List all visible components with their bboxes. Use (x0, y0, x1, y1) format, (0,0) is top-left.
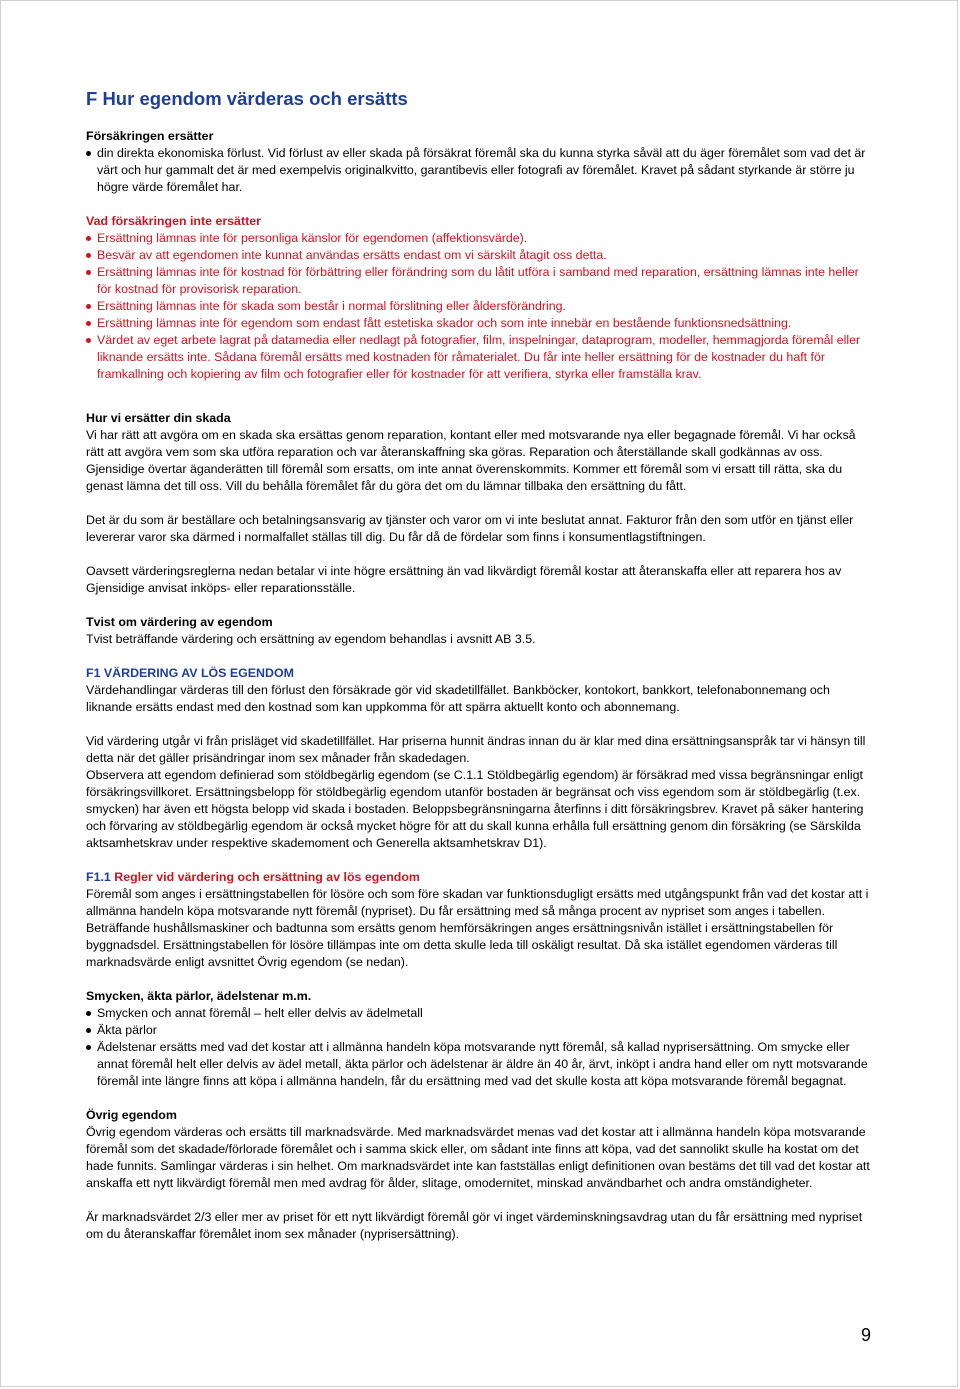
list-item: Äkta pärlor (86, 1022, 876, 1039)
heading-insurance-covers: Försäkringen ersätter (86, 129, 214, 143)
list-item: Besvär av att egendomen inte kunnat användas ersätts endast om vi särskilt åtagit oss detta. (86, 247, 876, 264)
list-item: Ersättning lämnas inte för kostnad för förbättring eller förändring som du låtit utföra i samband med reparation, ersättning lämnas inte heller för kostnad för provisorisk reparation. (86, 264, 876, 298)
paragraph: Vid värdering utgår vi från prisläget vid skadetillfället. Har priserna hunnit ändras innan du är klar med dina ersättningsanspråk tar vi hänsyn till detta när det gäller prisändringar inom sex månader från skadedagen. (86, 734, 866, 765)
heading-f1: F1 VÄRDERING AV LÖS EGENDOM (86, 666, 294, 680)
page-title: F Hur egendom värderas och ersätts (86, 88, 408, 109)
heading-how-we-compensate: Hur vi ersätter din skada (86, 411, 231, 425)
paragraph: Är marknadsvärdet 2/3 eller mer av priset för ett nytt likvärdigt föremål gör vi inget värdeminskningsavdrag utan du får ersättning med nypriset om du återanskaffar föremålet inom sex månader (nyprisersättning). (86, 1210, 863, 1241)
list-item: Värdet av eget arbete lagrat på datamedia eller nedlagt på fotografier, film, inspelningar, dataprogram, modeller, hemmagjorda föremål eller liknande ersätts inte. Sådana föremål ersätts med kostnaden för råmaterialet. Du får inte heller ersättning för de kostnader du haft för framkallning och kopiering av film och fotografier eller för kostnader för att verifiera, styrka eller framställa krav. (86, 332, 876, 383)
paragraph: Vi har rätt att avgöra om en skada ska ersättas genom reparation, kontant eller med motsvarande nya eller begagnade föremål. Vi har också rätt att avgöra vem som ska utföra reparation och var återanskaffning ska göras. Reparation och återställande skall godkännas av oss. Gjensidige övertar äganderätten till föremål som ersatts, om inte annat överenskommits. Kommer ett föremål som vi ersatt till rätta, ska du genast lämna det till oss. Vill du behålla föremålet får du göra det om du lämnar tillbaka den ersättning du fått. (86, 428, 856, 493)
page-number: 9 (860, 1325, 871, 1345)
jewelry-list (86, 1005, 876, 1090)
paragraph: Övrig egendom värderas och ersätts till marknadsvärde. Med marknadsvärdet menas vad det kostar att i allmänna handeln köpa motsvarande föremål som det skadade/förlorade föremålet och i samma skick eller, om sådant inte finns att köpa, vad det sannolikt skulle ha kostat om det hade funnits. Samlingar värderas i sin helhet. Om marknadsvärdet inte kan fastställas enligt definitionen ovan bestäms det till vad det kostar att anskaffa ett nytt likvärdigt föremål men med avdrag för ålder, slitage, omodernitet, minskad användbarhet och andra omständigheter. (86, 1125, 870, 1190)
list-item: Ersättning lämnas inte för egendom som endast fått estetiska skador och som inte innebär en bestående funktionsnedsättning. (86, 315, 876, 332)
page-content (86, 87, 876, 1243)
heading-f1-1-text: Regler vid värdering och ersättning av lös egendom (110, 870, 420, 884)
paragraph: Observera att egendom definierad som stöldbegärlig egendom (se C.1.1 Stöldbegärlig egendom) är försäkrad med vissa begränsningar enligt försäkringsvillkoret. Ersättningsbelopp för stöldbegärlig egendom utanför bostaden är begränsat och viss egendom som är stöldbegärlig (t.ex. smycken) har även ett högsta belopp vid skada i bostaden. Beloppsbegränsningarna återfinns i ditt försäkringsbrev. Kravet på säker hantering och förvaring av stöldbegärlig egendom är också mycket högre för att du skall kunna erhålla full ersättning genom din försäkring (se Särskilda aktsamhetskrav under respektive skademoment och Generella aktsamhetskrav D1). (86, 768, 864, 850)
paragraph: Föremål som anges i ersättningstabellen för lösöre och som före skadan var funktionsdugligt ersätts med utgångspunkt från vad det kostar att i allmänna handeln köpa motsvarande nytt föremål (nypriset). Du får ersättning med så många procent av nypriset som anges i tabellen. Beträffande hushållsmaskiner och badtunna som ersätts genom hemförsäkringen anges ersättningsnivån istället i ersättningstabellen för byggnadsdel. Ersättningstabellen för lösöre tillämpas inte om detta skulle leda till oskäligt resultat. Då ska istället egendomen värderas till marknadsvärde enligt avsnittet Övrig egendom (se nedan). (86, 887, 869, 969)
heading-f1-1-number: F1.1 (86, 870, 111, 884)
exclusions-section (86, 213, 876, 383)
paragraph: Oavsett värderingsreglerna nedan betalar vi inte högre ersättning än vad likvärdigt föremål kostar att återanskaffa eller att reparera hos av Gjensidige anvisat inköps- eller reparationsställe. (86, 564, 842, 595)
heading-dispute: Tvist om värdering av egendom (86, 615, 273, 629)
heading-not-covered: Vad försäkringen inte ersätter (86, 214, 261, 228)
covers-list (86, 145, 876, 196)
heading-jewelry: Smycken, äkta pärlor, ädelstenar m.m. (86, 989, 312, 1003)
heading-other-property: Övrig egendom (86, 1108, 177, 1122)
paragraph: Värdehandlingar värderas till den förlust den försäkrade gör vid skadetillfället. Bankböcker, kontokort, bankkort, telefonabonnemang och liknande ersätts endast med den kostnad som kan uppkomma för att spärra aktuellt konto och abonnemang. (86, 683, 830, 714)
list-item: Ersättning lämnas inte för personliga känslor för egendomen (affektionsvärde). (86, 230, 876, 247)
paragraph: Tvist beträffande värdering och ersättning av egendom behandlas i avsnitt AB 3.5. (86, 632, 536, 646)
list-item: din direkta ekonomiska förlust. Vid förlust av eller skada på försäkrat föremål ska du kunna styrka såväl att du äger föremålet som vad det är värt och hur gammalt det är med exempelvis originalkvitto, garantibevis eller fotografi av föremålet. Kravet på sådant styrkande är större ju högre värde föremålet har. (86, 145, 876, 196)
paragraph: Det är du som är beställare och betalningsansvarig av tjänster och varor om vi inte beslutat annat. Fakturor från den som utför en tjänst eller levererar varor ska därmed i normalfallet ställas till dig. Du får då de fördelar som finns i konsumentlagstiftningen. (86, 513, 854, 544)
list-item: Smycken och annat föremål – helt eller delvis av ädelmetall (86, 1005, 876, 1022)
exclusions-list (86, 230, 876, 383)
heading-f1-1 (86, 869, 876, 886)
list-item: Ädelstenar ersätts med vad det kostar att i allmänna handeln köpa motsvarande nytt föremål, så kallad nyprisersättning. Om smycke eller annat föremål helt eller delvis av ädel metall, äkta pärlor och ädelstenar är äldre än 40 år, ärvt, inköpt i andra hand eller om nytt motsvarande föremål inte längre finns att köpa i allmänna handeln, får du ersättning med vad det skulle kosta att köpa motsvarande föremål begagnat. (86, 1039, 876, 1090)
list-item: Ersättning lämnas inte för skada som består i normal förslitning eller åldersförändring. (86, 298, 876, 315)
